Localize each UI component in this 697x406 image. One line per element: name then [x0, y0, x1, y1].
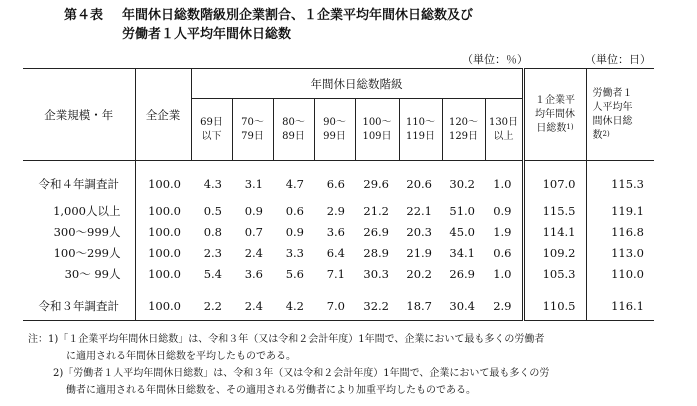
cell: 28.9	[363, 246, 389, 260]
note-2-line-2: 働者に適用される年間休日総数を、その適用される労働者により加重平均したものである。	[66, 385, 476, 396]
unit-days: （単位：日）	[585, 53, 651, 66]
cell: 6.4	[326, 246, 345, 260]
cell: 45.0	[449, 225, 475, 239]
header-class-7: 120～ 129日	[442, 99, 485, 161]
cell: 20.2	[406, 267, 432, 281]
cell: 0.9	[285, 225, 304, 239]
cell: 18.7	[406, 298, 432, 313]
row-name: 1,000人以上	[53, 204, 121, 218]
cell: 113.0	[586, 243, 654, 264]
header-class-5: 100～ 109日	[355, 99, 399, 161]
header-class-1: 69日 以下	[191, 99, 232, 161]
cell: 100.0	[135, 243, 191, 264]
cell: 119.1	[586, 201, 654, 222]
cell: 110.5	[523, 297, 586, 315]
row-name: 300～999人	[53, 225, 121, 239]
cell: 116.1	[586, 297, 654, 315]
cell: 100.0	[135, 297, 191, 315]
row-name: 令和３年調査計	[38, 298, 119, 313]
cell: 21.2	[363, 204, 389, 218]
table-row	[23, 201, 654, 222]
cell: 3.3	[285, 246, 304, 260]
footnotes	[28, 331, 549, 399]
cell: 4.7	[285, 176, 304, 191]
cell: 1.0	[493, 176, 512, 191]
row-name: 100～299人	[53, 246, 121, 260]
cell: 26.9	[363, 225, 389, 239]
cell: 2.4	[244, 298, 263, 313]
cell: 105.3	[523, 264, 586, 285]
cell: 0.9	[244, 204, 263, 218]
cell: 6.6	[326, 176, 345, 191]
cell: 0.8	[203, 225, 222, 239]
cell: 110.0	[586, 264, 654, 285]
cell: 30.2	[449, 176, 475, 191]
table-row	[23, 264, 654, 285]
cell: 100.0	[135, 222, 191, 243]
cell: 4.2	[285, 298, 304, 313]
cell: 0.6	[493, 246, 512, 260]
cell: 100.0	[135, 175, 191, 193]
cell: 30.4	[449, 298, 475, 313]
cell: 0.7	[244, 225, 263, 239]
header-class-2: 70～ 79日	[232, 99, 273, 161]
data-table	[23, 68, 654, 321]
cell: 22.1	[406, 204, 432, 218]
cell: 5.6	[285, 267, 304, 281]
title-line-1: 年間休日総数階級別企業割合、１企業平均年間休日総数及び	[122, 8, 474, 23]
cell: 30.3	[363, 267, 389, 281]
row-name: 令和４年調査計	[38, 176, 119, 191]
cell: 32.2	[363, 298, 389, 313]
header-class-3: 80～ 89日	[273, 99, 314, 161]
cell: 2.4	[244, 246, 263, 260]
cell: 2.9	[493, 298, 512, 313]
note-1-line-1: 注：1)「１企業平均年間休日総数」は、令和３年（又は令和２会計年度）1年間で、企業において最も多くの労働者	[28, 334, 545, 345]
cell: 7.1	[326, 267, 345, 281]
cell: 34.1	[449, 246, 475, 260]
header-all-companies: 全企業	[135, 69, 191, 161]
row-name: 30～ 99人	[64, 267, 121, 281]
cell: 2.9	[326, 204, 345, 218]
header-class-8: 130日 以上	[485, 99, 523, 161]
header-class-6: 110～ 119日	[399, 99, 442, 161]
cell: 114.1	[523, 222, 586, 243]
cell: 7.0	[326, 298, 345, 313]
note-1-line-2: に適用される年間休日総数を平均したものである。	[66, 351, 296, 362]
header-avg-worker: 労働者１ 人平均年 間休日総 数$^{2)}$	[586, 69, 654, 161]
cell: 2.2	[203, 298, 222, 313]
table-row	[23, 175, 654, 193]
header-class-group: 年間休日総数階級	[191, 69, 523, 99]
table-row	[23, 243, 654, 264]
cell: 26.9	[449, 267, 475, 281]
unit-percent: （単位：％）	[462, 53, 528, 66]
cell: 2.3	[203, 246, 222, 260]
cell: 3.1	[244, 176, 263, 191]
cell: 100.0	[135, 201, 191, 222]
table-number: 第４表	[64, 8, 104, 23]
table-title	[64, 6, 473, 44]
cell: 3.6	[326, 225, 345, 239]
cell: 20.3	[406, 225, 432, 239]
cell: 3.6	[244, 267, 263, 281]
cell: 115.5	[523, 201, 586, 222]
title-line-2: 労働者１人平均年間休日総数	[122, 27, 292, 42]
cell: 4.3	[203, 176, 222, 191]
cell: 0.9	[493, 204, 512, 218]
header-avg-company: １企業平 均年間休 日総数$^{1)}$	[523, 69, 586, 161]
cell: 21.9	[406, 246, 432, 260]
header-class-4: 90～ 99日	[314, 99, 355, 161]
cell: 107.0	[523, 175, 586, 193]
cell: 0.5	[203, 204, 222, 218]
cell: 20.6	[406, 176, 432, 191]
header-row-label: 企業規模・年	[23, 69, 135, 161]
cell: 116.8	[586, 222, 654, 243]
cell: 115.3	[586, 175, 654, 193]
cell: 29.6	[363, 176, 389, 191]
note-2-line-1: 2)「労働者１人平均年間休日総数」は、令和３年（又は令和２会計年度）1年間で、企業において最も多くの労	[53, 368, 550, 379]
cell: 51.0	[449, 204, 475, 218]
cell: 100.0	[135, 264, 191, 285]
cell: 5.4	[203, 267, 222, 281]
table-row	[23, 297, 654, 315]
cell: 0.6	[285, 204, 304, 218]
cell: 1.0	[493, 267, 512, 281]
cell: 109.2	[523, 243, 586, 264]
cell: 1.9	[493, 225, 512, 239]
table-row	[23, 222, 654, 243]
